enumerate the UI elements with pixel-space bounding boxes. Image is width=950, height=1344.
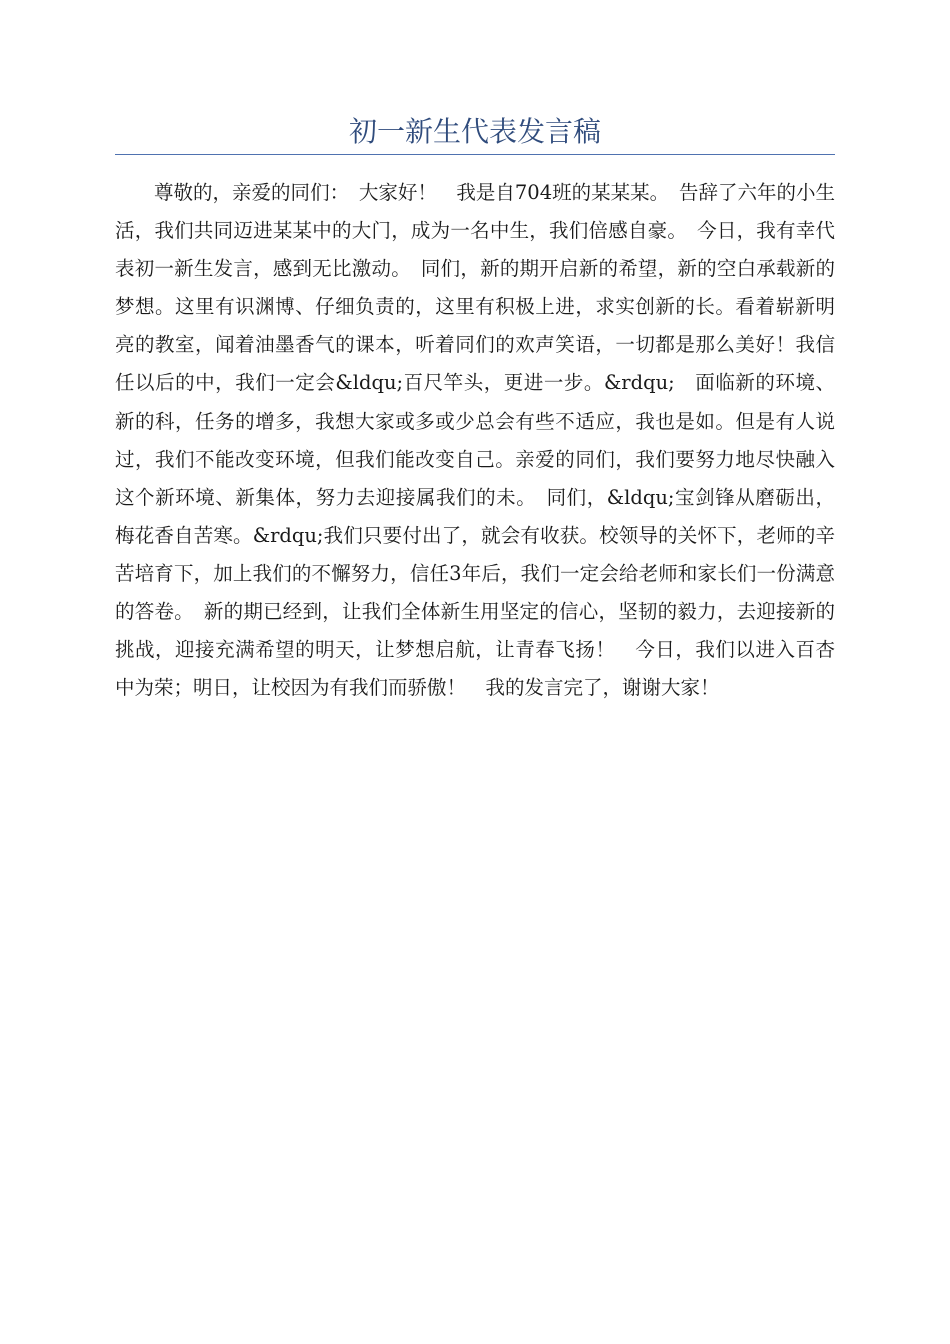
document-title: 初一新生代表发言稿 bbox=[348, 115, 601, 148]
title-underline bbox=[115, 154, 835, 155]
speech-body-paragraph: 尊敬的，亲爱的同们： 大家好！ 我是自704班的某某某。 告辞了六年的小生活，我们共同迈进某某中的大门，成为一名中生，我们倍感自豪。 今日，我有幸代表初一新生发言，感到无比激动。 同们，新的期开启新的希望，新的空白承载新的梦想。这里有识渊博、仔细负责的，这里有积极上进，求实创新的长。看着崭新明亮的教室，闻着油墨香气的课本，听着同们的欢声笑语，一切都是那么美好！我信任以后的中，我们一定会&ldqu;百尺竿头，更进一步。&rdqu; 面临新的环境、新的科，任务的增多，我想大家或多或少总会有些不适应，我也是如。但是有人说过，我们不能改变环境，但我们能改变自己。亲爱的同们，我们要努力地尽快融入这个新环境、新集体，努力去迎接属我们的未。 同们，&ldqu;宝剑锋从磨砺出，梅花香自苦寒。&rdqu;我们只要付出了，就会有收获。校领导的关怀下，老师的辛苦培育下，加上我们的不懈努力，信任3年后，我们一定会给老师和家长们一份满意的答卷。 新的期已经到，让我们全体新生用坚定的信心，坚韧的毅力，去迎接新的挑战，迎接充满希望的明天，让梦想启航，让青春飞扬！ 今日，我们以进入百杏中为荣；明日，让校因为有我们而骄傲！ 我的发言完了，谢谢大家！ bbox=[115, 181, 835, 700]
